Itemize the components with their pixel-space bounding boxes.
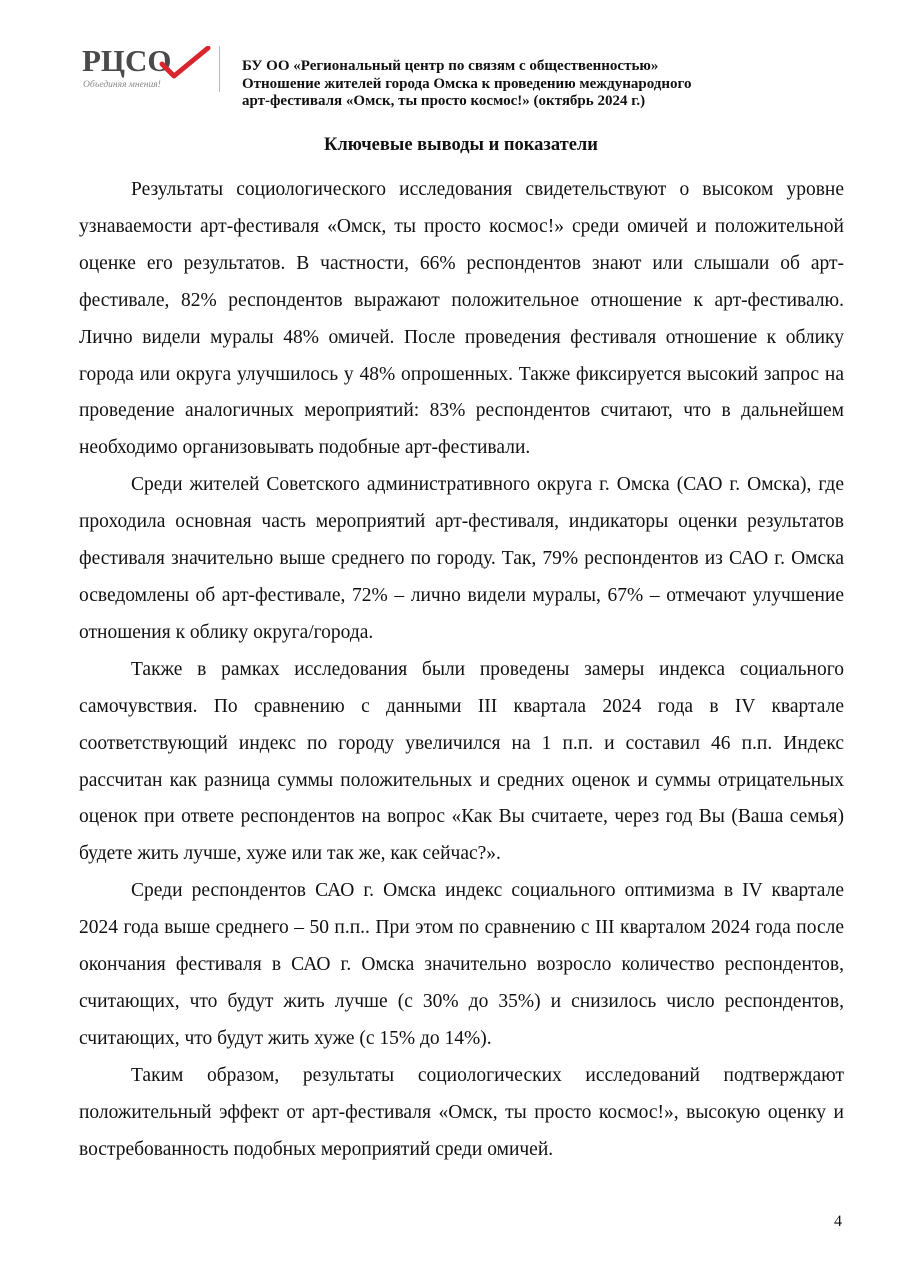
- section-title: Ключевые выводы и показатели: [324, 135, 598, 155]
- document-body: [79, 172, 844, 1168]
- header-divider: [219, 46, 220, 92]
- header-text: [242, 58, 842, 111]
- organization-logo: [82, 44, 212, 96]
- page-number: 4: [834, 1213, 842, 1230]
- logo-slogan: Объединяя мнения!: [83, 80, 161, 90]
- paragraph-conclusion: Таким образом, результаты социологических исследований подтверждают положительный эффект от арт-фестиваля «Омск, ты просто космос!», высокую оценку и востребованность подобных мероприятий среди омичей.: [79, 1064, 844, 1160]
- checkmark-icon: [158, 46, 212, 82]
- header-organization: БУ ОО «Региональный центр по связям с общественностью»: [242, 58, 659, 74]
- header-report-title: Отношение жителей города Омска к проведению международного: [242, 75, 692, 92]
- paragraph-sao-optimism: Среди респондентов САО г. Омска индекс социального оптимизма в IV квартале 2024 года выше среднего – 50 п.п.. При этом по сравнению с III кварталом 2024 года после окончания фестиваля в САО г. Омска значительно возросло количество респондентов, считающих, что будут жить лучше (с 30% до 35%) и снизилось число респондентов, считающих, что будут жить хуже (с 15% до 14%).: [79, 880, 844, 1049]
- paragraph-awareness: Результаты социологического исследования свидетельствуют о высоком уровне узнаваемости арт-фестиваля «Омск, ты просто космос!» среди омичей и положительной оценке его результатов. В частности, 66% респондентов знают или слышали об арт-фестивале, 82% респондентов выражают положительное отношение к арт-фестивалю. Лично видели муралы 48% омичей. После проведения фестиваля отношение к облику города или округа улучшилось у 48% опрошенных. Также фиксируется высокий запрос на проведение аналогичных мероприятий: 83% респондентов считают, что в дальнейшем необходимо организовывать подобные арт-фестивали.: [79, 179, 844, 459]
- page-header: [82, 44, 842, 114]
- logo-wordmark: РЦСО: [82, 43, 172, 78]
- paragraph-wellbeing-index: Также в рамках исследования были проведены замеры индекса социального самочувствия. По сравнению с данными III квартала 2024 года в IV квартале соответствующий индекс по городу увеличился на 1 п.п. и составил 46 п.п. Индекс рассчитан как разница суммы положительных и средних оценок и суммы отрицательных оценок при ответе респондентов на вопрос «Как Вы считаете, через год Вы (Ваша семья) будете жить лучше, хуже или так же, как сейчас?».: [79, 658, 844, 865]
- header-report-subtitle: арт-фестиваля «Омск, ты просто космос!» (октябрь 2024 г.): [242, 93, 646, 110]
- paragraph-sao-residents: Среди жителей Советского административного округа г. Омска (САО г. Омска), где проходила основная часть мероприятий арт-фестиваля, индикаторы оценки результатов фестиваля значительно выше среднего по городу. Так, 79% респондентов из САО г. Омска осведомлены об арт-фестивале, 72% – лично видели муралы, 67% – отмечают улучшение отношения к облику округа/города.: [79, 474, 844, 643]
